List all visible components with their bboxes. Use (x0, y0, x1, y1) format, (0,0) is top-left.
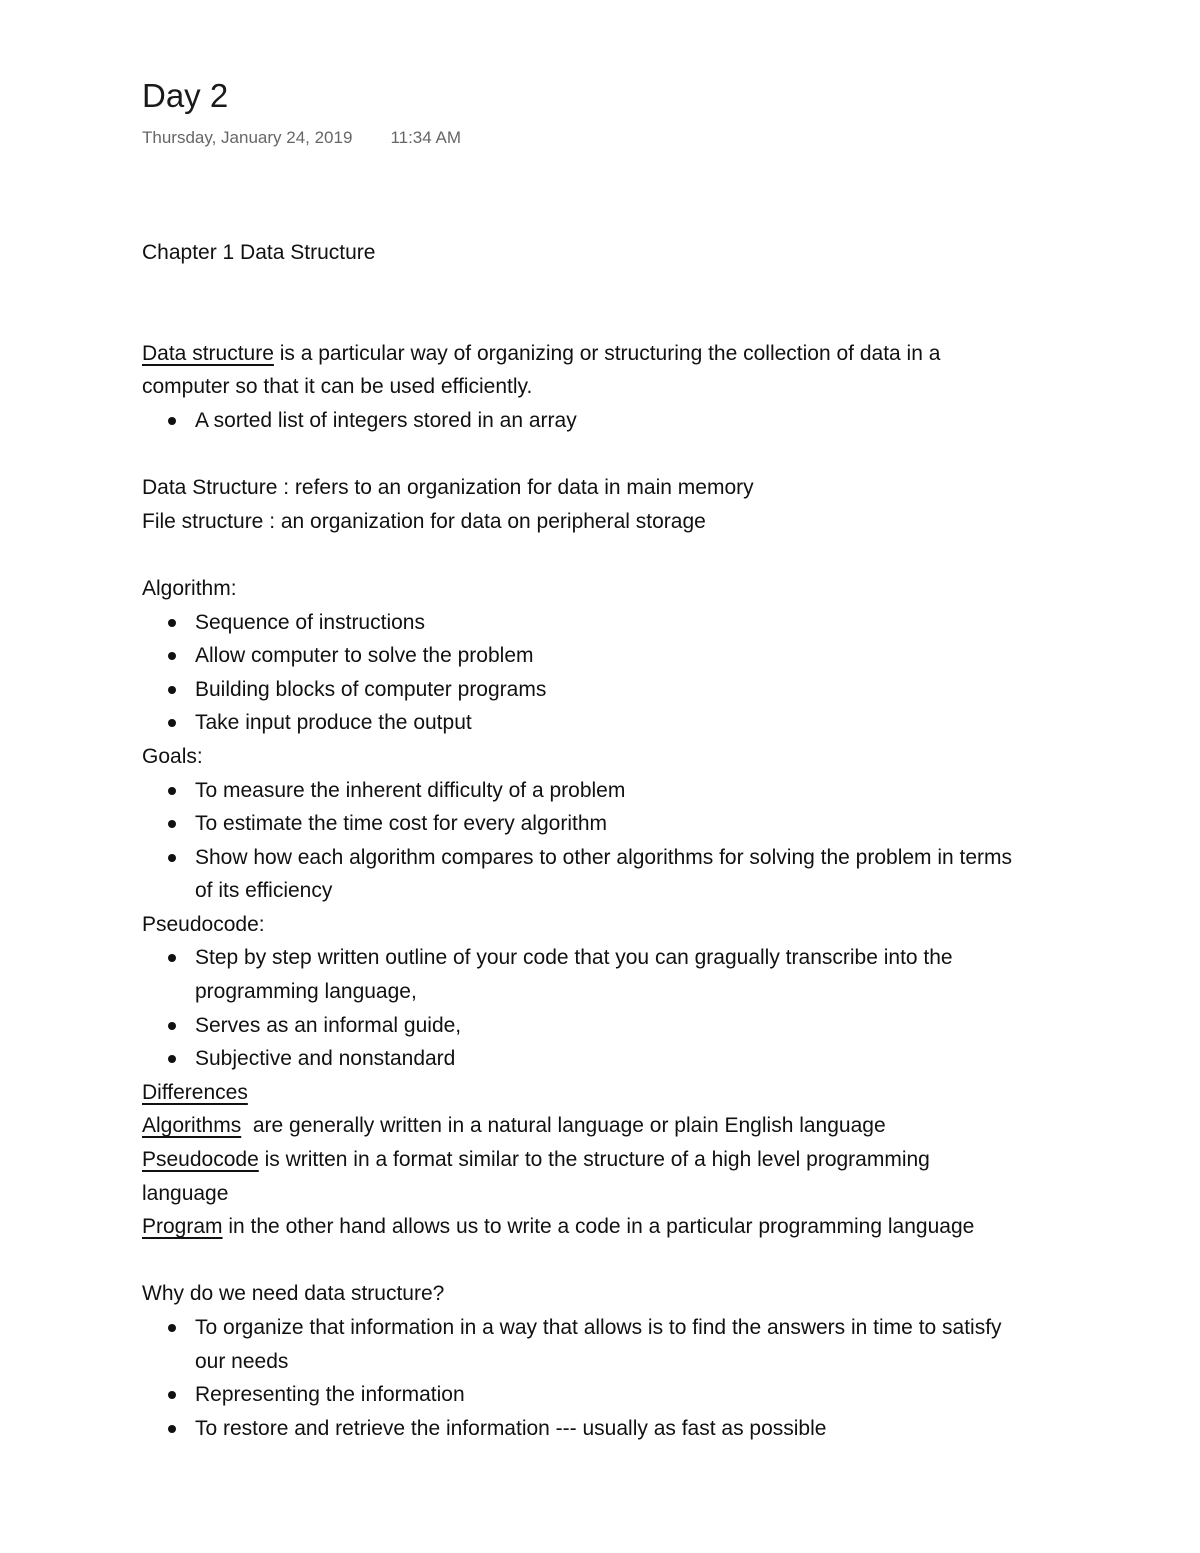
bullet-icon (168, 854, 176, 862)
bullet-icon (168, 1324, 176, 1332)
why-bullet-list (142, 1311, 1192, 1445)
file-structure-definition: File structure : an organization for data on peripheral storage (142, 509, 706, 533)
algorithm-bullet-list (142, 606, 1192, 740)
bullet-icon (168, 954, 176, 962)
note-body (142, 236, 1192, 1445)
bullet-icon (168, 652, 176, 660)
program-term: Program (142, 1215, 223, 1239)
bullet-icon (168, 787, 176, 795)
algorithms-term: Algorithms (142, 1114, 242, 1138)
pseudocode-term: Pseudocode (142, 1148, 259, 1172)
bullet-icon (168, 820, 176, 828)
list-item: Step by step written outline of your code that you can gragually transcribe into the programming language, (142, 941, 1195, 1008)
list-item: Serves as an informal guide, (142, 1009, 1195, 1043)
chapter-heading: Chapter 1 Data Structure (142, 241, 376, 264)
list-item: Show how each algorithm compares to other algorithms for solving the problem in terms of its efficiency (142, 841, 1195, 908)
bullet-icon (168, 619, 176, 627)
pseudocode-difference: Pseudocode is written in a format similar to the structure of a high level programming (142, 1148, 930, 1172)
list-item: A sorted list of integers stored in an array (142, 404, 1195, 438)
intro-text: is a particular way of organizing or structuring the collection of data in a (273, 341, 941, 365)
goals-bullet-list (142, 774, 1192, 908)
data-structure-term: Data structure (142, 341, 274, 365)
pseudocode-heading: Pseudocode: (142, 912, 265, 936)
goals-heading: Goals: (142, 744, 203, 768)
bullet-icon (168, 1391, 176, 1399)
page-time: 11:34 AM (390, 128, 462, 147)
bullet-icon (168, 1055, 176, 1063)
list-item: Take input produce the output (142, 706, 1195, 740)
program-difference: Program in the other hand allows us to write a code in a particular programming language (142, 1215, 975, 1239)
why-heading: Why do we need data structure? (142, 1282, 445, 1306)
page-date: Thursday, January 24, 2019 (142, 128, 353, 147)
bullet-icon (168, 1022, 176, 1030)
page-title: Day 2 (142, 77, 229, 114)
pseudocode-difference-continued: language (142, 1181, 229, 1205)
intro-line-2: computer so that it can be used efficiently. (142, 375, 533, 399)
algorithm-heading: Algorithm: (142, 576, 237, 600)
list-item: To restore and retrieve the information --- usually as fast as possible (142, 1412, 1195, 1446)
pseudocode-bullet-list (142, 941, 1192, 1075)
list-item: To organize that information in a way that allows is to find the answers in time to satisfy our needs (142, 1311, 1195, 1378)
list-item: Building blocks of computer programs (142, 673, 1195, 707)
list-item: To measure the inherent difficulty of a problem (142, 774, 1195, 808)
differences-heading: Differences (142, 1080, 248, 1104)
intro-bullet-list (142, 404, 1192, 438)
data-structure-definition: Data Structure : refers to an organization for data in main memory (142, 476, 754, 500)
list-item: Allow computer to solve the problem (142, 639, 1195, 673)
list-item: Sequence of instructions (142, 606, 1195, 640)
intro-line-1 (142, 337, 1192, 371)
list-item: To estimate the time cost for every algorithm (142, 807, 1195, 841)
bullet-icon (168, 686, 176, 694)
page-timestamp (142, 126, 461, 150)
bullet-icon (168, 417, 176, 425)
list-item: Subjective and nonstandard (142, 1042, 1195, 1076)
algorithms-difference: Algorithms are generally written in a natural language or plain English language (142, 1114, 886, 1138)
bullet-icon (168, 1425, 176, 1433)
bullet-icon (168, 719, 176, 727)
list-item: Representing the information (142, 1378, 1195, 1412)
